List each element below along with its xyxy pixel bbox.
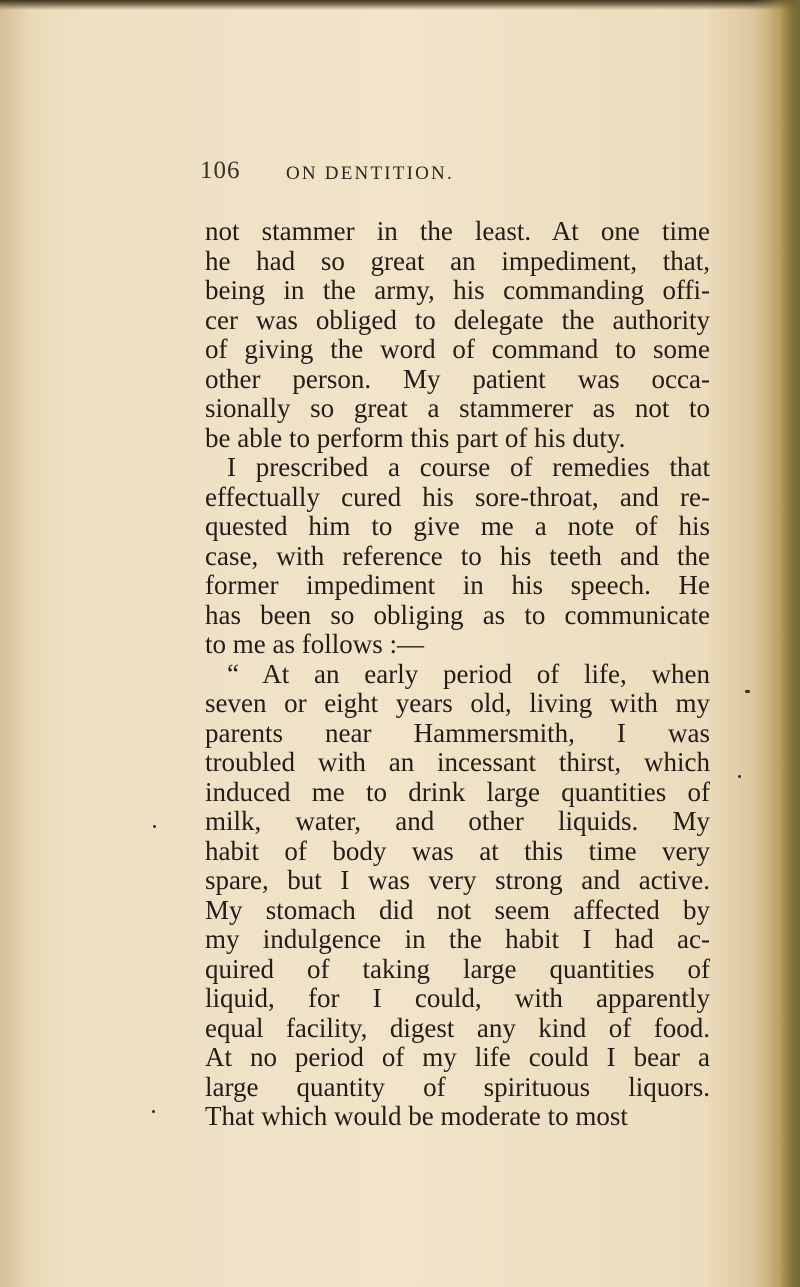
text-line: other person. My patient was occa-: [205, 363, 710, 394]
text-line: my indulgence in the habit I had ac-: [205, 924, 710, 954]
text-line: My stomach did not seem affected by: [205, 894, 710, 925]
ink-speck: [738, 775, 741, 778]
text-line: of giving the word of command to some: [205, 334, 710, 364]
text-line: effectually cured his sore-throat, and re-: [205, 481, 710, 512]
text-line: sionally so great a stammerer as not to: [205, 393, 710, 423]
text-line: former impediment in his speech. He: [205, 570, 710, 600]
text-line: be able to perform this part of his duty.: [205, 422, 626, 453]
text-line: At no period of my life could I bear a: [205, 1042, 710, 1072]
text-line: to me as follows :—: [205, 629, 424, 659]
ink-speck: [745, 690, 750, 693]
text-line: being in the army, his commanding offi-: [205, 275, 710, 305]
body-text: [205, 217, 710, 1132]
text-line: habit of body was at this time very: [205, 835, 710, 866]
text-line: “ At an early period of life, when: [227, 658, 710, 689]
text-line: milk, water, and other liquids. My: [205, 806, 710, 836]
text-line: parents near Hammersmith, I was: [205, 717, 710, 748]
text-line: equal facility, digest any kind of food.: [205, 1012, 710, 1043]
text-line: he had so great an impediment, that,: [205, 245, 710, 276]
text-line: quested him to give me a note of his: [205, 511, 710, 541]
text-line: I prescribed a course of remedies that: [227, 452, 710, 482]
page-number: 106: [200, 157, 241, 184]
ink-speck: [153, 825, 156, 828]
text-line: spare, but I was very strong and active.: [205, 865, 710, 895]
text-line: large quantity of spirituous liquors.: [205, 1071, 710, 1102]
text-line: cer was obliged to delegate the authority: [205, 304, 710, 335]
text-line: has been so obliging as to communicate: [205, 599, 710, 630]
text-line: troubled with an incessant thirst, which: [205, 747, 710, 777]
page-header: [0, 157, 800, 197]
text-line: quired of taking large quantities of: [205, 953, 710, 984]
text-line: case, with reference to his teeth and the: [205, 540, 710, 571]
text-line: not stammer in the least. At one time: [205, 216, 710, 246]
page-top-shadow: [0, 0, 800, 10]
text-line: That which would be moderate to most: [205, 1101, 628, 1131]
text-line: seven or eight years old, living with my: [205, 688, 710, 718]
running-head: ON DENTITION.: [286, 163, 454, 184]
text-line: liquid, for I could, with apparently: [205, 983, 710, 1013]
ink-speck: [152, 1110, 155, 1113]
text-line: induced me to drink large quantities of: [205, 776, 710, 807]
